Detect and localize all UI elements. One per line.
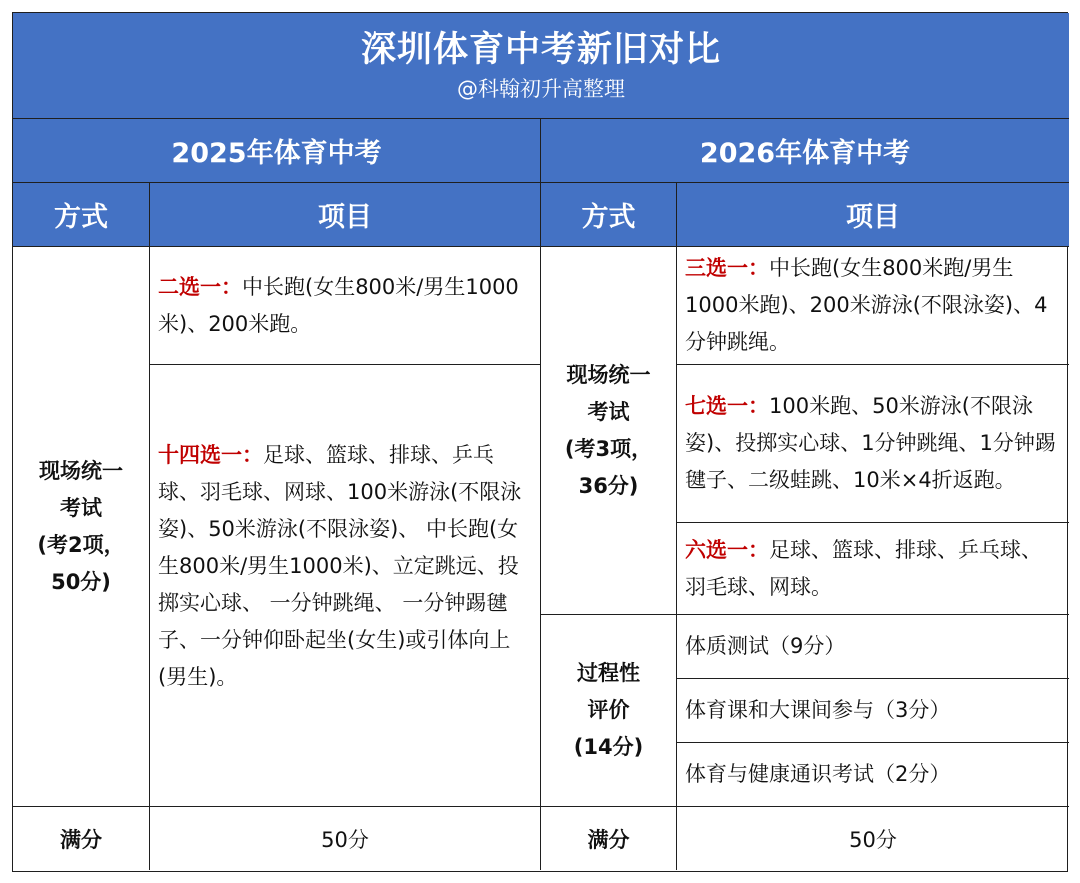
- page-title: 深圳体育中考新旧对比: [360, 29, 721, 70]
- method-line: 现场统一: [39, 458, 123, 483]
- total-value-2025: 50分: [150, 807, 541, 870]
- method-line: (考2项，: [37, 532, 125, 557]
- method-line: 考试: [60, 495, 102, 520]
- group-2025-a: [150, 247, 541, 365]
- total-value-2026: 50分: [849, 827, 897, 852]
- method-process-2026: [541, 615, 677, 807]
- method-onsite-2026: [541, 247, 677, 615]
- method-header-2026: 方式: [541, 183, 677, 247]
- method-header-2025: 方式: [13, 183, 150, 247]
- year-header-2026: 2026年体育中考: [541, 119, 1069, 183]
- group-label: 七选一：: [685, 394, 769, 418]
- method-line: 评价: [587, 698, 630, 722]
- group-label: 三选一：: [685, 256, 769, 280]
- page-subtitle: @科翰初升高整理: [457, 76, 625, 101]
- method-line: 现场统一: [566, 362, 651, 387]
- process-item-knowledge-exam: 体育与健康通识考试（2分）: [677, 743, 1069, 807]
- item-header-2026: 项目: [677, 183, 1069, 247]
- group-2026-a: [677, 247, 1069, 365]
- process-item-participation: 体育课和大课间参与（3分）: [677, 679, 1069, 743]
- group-2026-b: [677, 365, 1069, 523]
- group-text: 100米跑、50米游泳(不限泳姿)、投掷实心球、1分钟跳绳、1分钟踢毽子、二级蛙跳、10米×4折返跑。: [685, 394, 1056, 492]
- method-line: (14分): [573, 735, 644, 759]
- method-onsite-2025: [13, 247, 150, 807]
- title-banner: [13, 13, 1069, 119]
- method-line: 过程性: [577, 661, 640, 685]
- group-label: 二选一：: [158, 274, 242, 299]
- group-2025-b: [150, 365, 541, 807]
- comparison-table: [12, 12, 1068, 872]
- group-label: 六选一：: [685, 537, 769, 562]
- group-2026-c: [677, 523, 1069, 615]
- method-line: 考试: [587, 399, 630, 424]
- process-item-fitness: 体质测试（9分）: [677, 615, 1069, 679]
- year-header-2025: 2025年体育中考: [13, 119, 541, 183]
- method-line: 36分): [578, 473, 639, 498]
- item-header-2025: 项目: [150, 183, 541, 247]
- method-line: (考3项，: [564, 436, 653, 461]
- group-text: 中长跑(女生800米/男生1000米)、200米跑。: [158, 274, 519, 336]
- group-text: 足球、篮球、排球、乒乓球、羽毛球、网球。: [685, 537, 1042, 599]
- total-label-2026: 满分: [541, 807, 677, 870]
- method-line: 50分): [51, 569, 111, 594]
- group-text: 中长跑(女生800米跑/男生1000米跑)、200米游泳(不限泳姿)、4分钟跳绳。: [685, 256, 1048, 354]
- total-label-2025: 满分: [13, 807, 150, 870]
- group-label: 十四选一：: [158, 443, 263, 467]
- group-text: 足球、篮球、排球、乒乓球、羽毛球、网球、100米游泳(不限泳姿)、50米游泳(不限泳姿)、 中长跑(女生800米/男生1000米)、立定跳远、投掷实心球、 一分钟跳绳、 一分钟踢毽子、一分钟仰卧起坐(女生)或引体向上(男生)。: [158, 443, 522, 689]
